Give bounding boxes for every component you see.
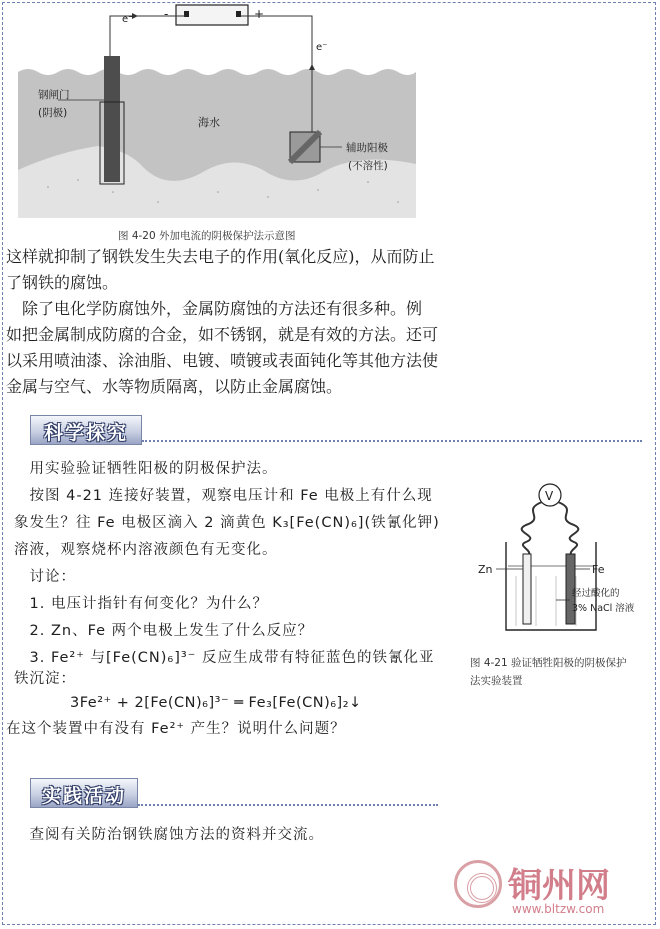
figure-4-20 <box>18 2 416 224</box>
figure-4-20-caption: 图 4-20 外加电流的阴极保护法示意图 <box>118 230 296 242</box>
zn-electrode <box>523 554 531 624</box>
paragraph-2-line-4: 金属与空气、水等物质隔离，以防止金属腐蚀。 <box>6 377 343 396</box>
section-title-science-inquiry: 科学探究 <box>43 422 128 444</box>
voltmeter-label: V <box>545 489 554 503</box>
section-title-practice: 实践活动 <box>41 785 126 807</box>
steel-gate <box>104 56 120 182</box>
electron-right-label: e⁻ <box>316 42 328 53</box>
inquiry-line-5: 讨论： <box>14 569 76 585</box>
gate-label-1: 钢闸门 <box>38 89 70 101</box>
zn-label: Zn <box>478 563 493 576</box>
solution-label-2: 3% NaCl 溶液 <box>572 603 635 614</box>
inquiry-line-3: 象发生？往 Fe 电极区滴入 2 滴黄色 K₃[Fe(CN)₆](铁氰化钾) <box>14 515 440 531</box>
figure-4-21-caption-line-1: 图 4-21 验证牺牲阳极的阴极保护 <box>470 657 627 669</box>
inquiry-line-6: 1. 电压计指针有何变化？为什么？ <box>14 596 268 612</box>
anode-label-2: (不溶性) <box>348 160 388 172</box>
figure-4-21 <box>466 480 646 640</box>
inquiry-line-1: 用实验验证牺牲阳极的阴极保护法。 <box>14 461 278 477</box>
inquiry-line-11: 在这个装置中有没有 Fe²⁺ 产生？说明什么问题？ <box>6 721 346 737</box>
figure-4-21-caption-line-2: 法实验装置 <box>470 675 523 687</box>
minus-label: - <box>164 7 169 21</box>
watermark-url: www.bltzw.com <box>512 902 605 916</box>
section-separator <box>142 440 642 442</box>
solution-label-1: 经过酸化的 <box>572 588 620 599</box>
sea-label: 海水 <box>198 116 220 129</box>
inquiry-line-7: 2. Zn、Fe 两个电极上发生了什么反应？ <box>14 623 314 639</box>
watermark-name: 铜州网 <box>508 866 610 906</box>
section-banner-science-inquiry <box>30 415 142 445</box>
inquiry-line-8: 3. Fe²⁺ 与[Fe(CN)₆]³⁻ 反应生成带有特征蓝色的铁氰化亚 <box>14 650 435 666</box>
paragraph-2-line-2: 如把金属制成防腐的合金，如不锈钢，就是有效的方法。还可 <box>6 325 439 344</box>
section-banner-practice <box>30 778 138 808</box>
section-separator-2 <box>138 804 438 806</box>
gate-label-2: (阴极) <box>38 107 68 119</box>
watermark-seal-icon <box>454 860 502 908</box>
plus-label: + <box>254 7 265 21</box>
electron-left-label: e⁻ <box>122 14 134 25</box>
cathodic-protection-diagram <box>18 2 416 224</box>
reaction-equation: 3Fe²⁺ + 2[Fe(CN)₆]³⁻ ═ Fe₃[Fe(CN)₆]₂↓ <box>70 695 362 711</box>
paragraph-1-line-2: 了钢铁的腐蚀。 <box>6 273 119 292</box>
practice-line: 查阅有关防治钢铁腐蚀方法的资料并交流。 <box>14 827 324 843</box>
paragraph-2-line-1: 除了电化学防腐蚀外，金属防腐蚀的方法还有很多种。例 <box>6 299 423 318</box>
inquiry-line-4: 溶液，观察烧杯内溶液颜色有无变化。 <box>14 542 278 558</box>
fe-label: Fe <box>592 563 605 576</box>
sacrificial-anode-apparatus <box>466 480 646 640</box>
inquiry-line-2: 按图 4-21 连接好装置，观察电压计和 Fe 电极上有什么现 <box>14 488 433 504</box>
paragraph-2-line-3: 以采用喷油漆、涂油脂、电镀、喷镀或表面钝化等其他方法使 <box>6 351 439 370</box>
paragraph-1-line-1: 这样就抑制了钢铁发生失去电子的作用(氧化反应)，从而防止 <box>6 247 435 266</box>
anode-label-1: 辅助阳极 <box>346 142 388 154</box>
inquiry-line-9: 铁沉淀： <box>14 671 76 687</box>
